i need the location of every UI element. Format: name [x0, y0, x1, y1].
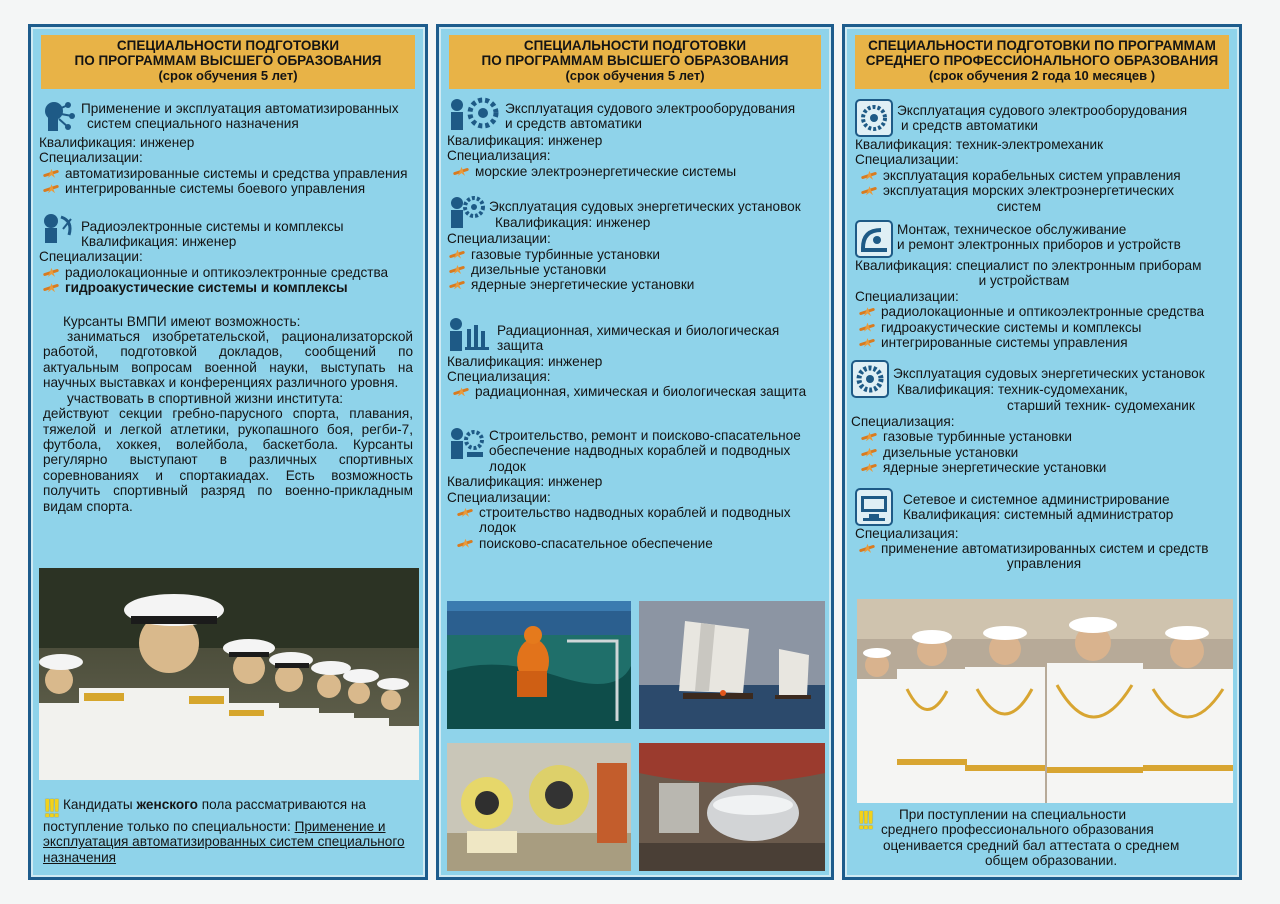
specialty-ship-power-plants-spo [851, 360, 1233, 475]
list-item: интегрированные системы боевого управления [43, 181, 419, 196]
diver-training-photo [447, 601, 631, 729]
engine-lab-photo [447, 743, 631, 871]
specialty-electronics-maintenance [855, 220, 1233, 350]
specializations-label: Специализация: [447, 148, 551, 164]
panel-header [41, 35, 415, 89]
list-item: автоматизированные системы и средства управления [43, 166, 419, 181]
electrical-gear-icon [447, 95, 501, 133]
specializations-label: Специализации: [39, 249, 143, 265]
specialty-title: Эксплуатация судового электрооборудования [505, 101, 796, 116]
pencil-bullet-icon [861, 432, 877, 442]
list-item: ядерные энергетические установки [861, 460, 1233, 475]
shipbuilding-icon [447, 424, 485, 462]
list-item: эксплуатация корабельных систем управления [861, 168, 1233, 183]
panel-higher-education-1 [28, 24, 428, 880]
specializations-label: Специализации: [855, 288, 959, 304]
turbine-gear-icon [851, 360, 889, 398]
specializations-label: Специализации: [855, 152, 959, 168]
panel-higher-education-2 [436, 24, 834, 880]
female-candidates-note: !!! Кандидаты женского пола рассматриваются на поступление только по специальности: Применение и эксплуатация автоматизированных систем специального назначения [43, 793, 405, 865]
list-item: эксплуатация морских электроэнергетических [861, 183, 1233, 198]
exclamation-icon: !!! [43, 793, 57, 823]
specialty-network-admin [855, 488, 1233, 572]
list-item: интегрированные системы управления [859, 335, 1233, 350]
qualification-cont: старший техник- судомеханик [1007, 398, 1195, 414]
satellite-dish-icon [855, 220, 893, 258]
pencil-bullet-icon [453, 387, 469, 397]
qualification: Квалификация: специалист по электронным приборам [855, 258, 1202, 274]
list-item: дизельные установки [861, 445, 1233, 460]
header-line-1: СПЕЦИАЛЬНОСТИ ПОДГОТОВКИ [523, 38, 747, 53]
specialty-title: Сетевое и системное администрирование [903, 491, 1170, 507]
list-item: применение автоматизированных систем и средств [859, 541, 1233, 556]
specialty-radio-electronics [39, 209, 419, 296]
cadets-parade-photo [39, 568, 419, 780]
electrical-equipment-icon [855, 99, 893, 137]
pencil-bullet-icon [859, 338, 875, 348]
qualification: Квалификация: инженер [495, 214, 651, 230]
specialty-title-cont: и средств автоматики [901, 118, 1039, 134]
specializations-label: Специализации: [447, 231, 551, 247]
specialty-link[interactable]: Применение и эксплуатация автоматизированных систем специального назначения [43, 819, 405, 865]
specialty-ship-electrical [447, 95, 825, 179]
header-duration: (срок обучения 5 лет) [158, 68, 298, 83]
specialty-shipbuilding [447, 424, 825, 551]
cadets-opportunities [43, 314, 413, 514]
pencil-bullet-icon [43, 184, 59, 194]
pencil-bullet-icon [861, 186, 877, 196]
specialty-title: Радиационная, химическая и биологическая [497, 322, 780, 338]
header-line-1: СПЕЦИАЛЬНОСТИ ПОДГОТОВКИ [116, 38, 340, 53]
header-line-2: ПО ПРОГРАММАМ ВЫСШЕГО ОБРАЗОВАНИЯ [74, 53, 382, 68]
specialty-title-cont: систем специального назначения [87, 116, 299, 132]
qualification: Квалификация: техник-судомеханик, [897, 381, 1128, 397]
exclamation-icon: !!! [857, 805, 871, 835]
automation-head-icon [39, 97, 77, 135]
specializations-label: Специализация: [851, 413, 955, 429]
specialty-title: Эксплуатация судовых энергетических установок [489, 199, 801, 215]
list-item: газовые турбинные установки [449, 247, 825, 262]
pencil-bullet-icon [43, 268, 59, 278]
list-item-cont: систем [996, 198, 1042, 214]
pencil-bullet-icon [449, 250, 465, 260]
list-item: газовые турбинные установки [861, 429, 1233, 444]
list-item: строительство надводных кораблей и подводных лодок [457, 505, 817, 536]
header-line-2: СРЕДНЕГО ПРОФЕССИОНАЛЬНОГО ОБРАЗОВАНИЯ [865, 53, 1219, 68]
specialty-title: Строительство, ремонт и поисково-спасательное [489, 427, 801, 443]
specialty-title: Эксплуатация судовых энергетических установок [893, 366, 1205, 382]
qualification: Квалификация: инженер [39, 135, 195, 150]
pencil-bullet-icon [457, 508, 473, 518]
header-line-2: ПО ПРОГРАММАМ ВЫСШЕГО ОБРАЗОВАНИЯ [481, 53, 789, 68]
pencil-bullet-icon [457, 539, 473, 549]
list-item: поисково-спасательное обеспечение [457, 536, 825, 551]
list-item: радиолокационные и оптикоэлектронные средства [43, 265, 419, 280]
qualification: Квалификация: инженер [447, 474, 603, 490]
cadets-item-sport: участвовать в спортивной жизни института: действуют секции гребно-парусного спорта, плавания, тяжелой и легкой атлетики, рукопашного боя, регби-7, футбола, хоккея, волейбола, баскетбола. Курсанты регулярно выступают в различных спортивных соревнованиях и спортакиадах. Есть возможность получить спортивный разряд по военно-прикладным видам спорта. [43, 390, 413, 514]
list-item: гидроакустические системы и комплексы [43, 280, 419, 295]
cadets-intro: Курсанты ВМПИ имеют возможность: [63, 313, 301, 329]
sailing-boats-photo [639, 601, 825, 729]
cadets-item-research: заниматься изобретательской, рационализаторской работой, подготовкой докладов, сообщений по актуальным вопросам военной науки, выступать на научных выставках и конференциях различного уровня. [43, 329, 413, 391]
panel-header [855, 35, 1229, 89]
specialty-title-cont: защита [497, 338, 544, 354]
specializations-label: Специализации: [39, 150, 143, 166]
pencil-bullet-icon [861, 463, 877, 473]
specialty-title: Радиоэлектронные системы и комплексы [81, 218, 344, 234]
qualification: Квалификация: инженер [81, 234, 237, 250]
pencil-bullet-icon [859, 544, 875, 554]
submarine-equipment-photo [639, 743, 825, 871]
pencil-bullet-icon [449, 280, 465, 290]
pencil-bullet-icon [861, 171, 877, 181]
specialty-title: Эксплуатация судового электрооборудования [897, 103, 1188, 118]
pencil-bullet-icon [43, 169, 59, 179]
pencil-bullet-icon [43, 283, 59, 293]
list-item: гидроакустические системы и комплексы [859, 320, 1233, 335]
list-item: морские электроэнергетические системы [453, 164, 825, 179]
radar-operator-icon [39, 209, 77, 247]
specialty-automation [39, 97, 419, 197]
chemistry-lab-icon [447, 315, 493, 353]
pencil-bullet-icon [859, 307, 875, 317]
specialty-title: Применение и эксплуатация автоматизированных [81, 101, 399, 116]
header-duration: (срок обучения 5 лет) [565, 68, 705, 83]
pencil-bullet-icon [453, 167, 469, 177]
qualification: Квалификация: инженер [447, 353, 603, 369]
specialty-rcb-protection [447, 315, 825, 400]
qualification: Квалификация: техник-электромеханик [855, 137, 1104, 152]
pencil-bullet-icon [43, 331, 67, 341]
list-item-cont: управления [1006, 556, 1082, 572]
panel-secondary-professional [842, 24, 1242, 880]
header-line-1: СПЕЦИАЛЬНОСТИ ПОДГОТОВКИ ПО ПРОГРАММАМ [868, 38, 1216, 53]
list-item: ядерные энергетические установки [449, 277, 825, 292]
specializations-label: Специализация: [447, 369, 551, 385]
pencil-bullet-icon [43, 393, 67, 403]
specializations-label: Специализация: [855, 525, 959, 541]
list-item: дизельные установки [449, 262, 825, 277]
qualification-cont: и устройствам [978, 273, 1070, 289]
specialty-title-cont: и средств автоматики [505, 116, 643, 132]
list-item: радиолокационные и оптикоэлектронные средства [859, 304, 1233, 319]
pencil-bullet-icon [861, 448, 877, 458]
power-plant-gear-icon [447, 193, 485, 231]
header-duration: (срок обучения 2 года 10 месяцев ) [928, 68, 1156, 83]
specializations-label: Специализации: [447, 489, 551, 505]
computer-network-icon [855, 488, 893, 526]
pencil-bullet-icon [449, 265, 465, 275]
cadets-white-uniform-photo [857, 599, 1233, 803]
specialty-title-cont: обеспечение надводных кораблей и подводных [489, 443, 791, 459]
pencil-bullet-icon [859, 323, 875, 333]
qualification: Квалификация: инженер [447, 133, 603, 148]
specialty-ship-electrical-spo [855, 99, 1233, 214]
qualification: Квалификация: системный администратор [903, 506, 1174, 522]
specialty-title: Монтаж, техническое обслуживание [897, 222, 1127, 238]
list-item: радиационная, химическая и биологическая защита [453, 384, 825, 399]
panel-header [449, 35, 821, 89]
admission-note: !!! При поступлении на специальности среднего профессионального образования оценивается средний бал аттестата о среднем общем образовании. [857, 805, 1180, 869]
specialty-title-cont: и ремонт электронных приборов и устройств [897, 237, 1181, 253]
specialty-title-cont: лодок [489, 458, 526, 474]
specialty-ship-power-plants [447, 193, 825, 293]
